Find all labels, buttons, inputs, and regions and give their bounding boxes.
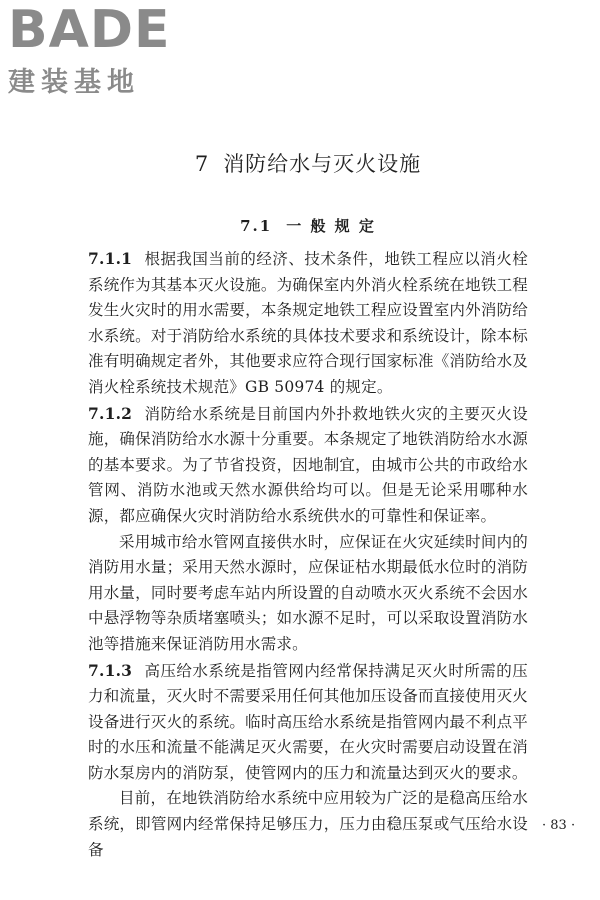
section-number: 7.1	[240, 217, 273, 235]
page-number: · 83 ·	[542, 818, 576, 833]
paragraph	[88, 246, 528, 401]
section-heading	[88, 215, 528, 236]
chapter-heading	[88, 148, 528, 178]
paragraph-text: 消防给水系统是目前国内外扑救地铁火灾的主要灭火设施，确保消防给水水源十分重要。本条规定了地铁消防给水水源的基本要求。为了节省投资，因地制宜，由城市公共的市政给水管网、消防水池或天然水源供给均可以。但是无论采用哪种水源，都应确保火灾时消防给水系统供水的可靠性和保证率。	[88, 404, 528, 525]
logo-tagline: 建装基地	[8, 67, 140, 98]
logo-wordmark: BADE	[8, 0, 171, 60]
paragraph-text: 采用城市给水管网直接供水时，应保证在火灾延续时间内的消防用水量；采用天然水源时，应保证枯水期最低水位时的消防用水量，同时要考虑车站内所设置的自动喷水灭火系统不会因水中悬浮物等杂质堵塞喷头；如水源不足时，可以采取设置消防水池等措施来保证消防用水需求。	[88, 532, 528, 653]
paragraph-text: 目前，在地铁消防给水系统中应用较为广泛的是稳高压给水系统，即管网内经常保持足够压力，压力由稳压泵或气压给水设备	[88, 789, 528, 859]
paragraph	[88, 530, 528, 658]
paragraph-text: 根据我国当前的经济、技术条件，地铁工程应以消火栓系统作为其基本灭火设施。为确保室内外消火栓系统在地铁工程发生火灾时的用水需要，本条规定地铁工程应设置室内外消防给水系统。对于消防给水系统的具体技术要求和系统设计，除本标准有明确规定者外，其他要求应符合现行国家标准《消防给水及消火栓系统技术规范》GB 50974 的规定。	[88, 250, 528, 396]
chapter-title: 消防给水与灭火设施	[223, 152, 422, 176]
paragraph	[88, 401, 528, 530]
paragraph-text: 高压给水系统是指管网内经常保持满足灭火时所需的压力和流量，灭火时不需要采用任何其他加压设备而直接使用灭火设备进行灭火的系统。临时高压给水系统是指管网内最不利点平时的水压和流量不能满足灭火需要，在火灾时需要启动设置在消防水泵房内的消防泵，使管网内的压力和流量达到灭火的要求。	[88, 661, 528, 782]
chapter-number: 7	[194, 152, 210, 176]
body-text	[88, 246, 528, 863]
section-title: 一 般 规 定	[286, 217, 376, 235]
clause-number: 7.1.2	[88, 403, 133, 423]
paragraph	[88, 786, 528, 863]
clause-number: 7.1.1	[88, 249, 133, 268]
paragraph	[88, 658, 528, 787]
document-page	[88, 0, 576, 900]
clause-number: 7.1.3	[88, 660, 133, 680]
